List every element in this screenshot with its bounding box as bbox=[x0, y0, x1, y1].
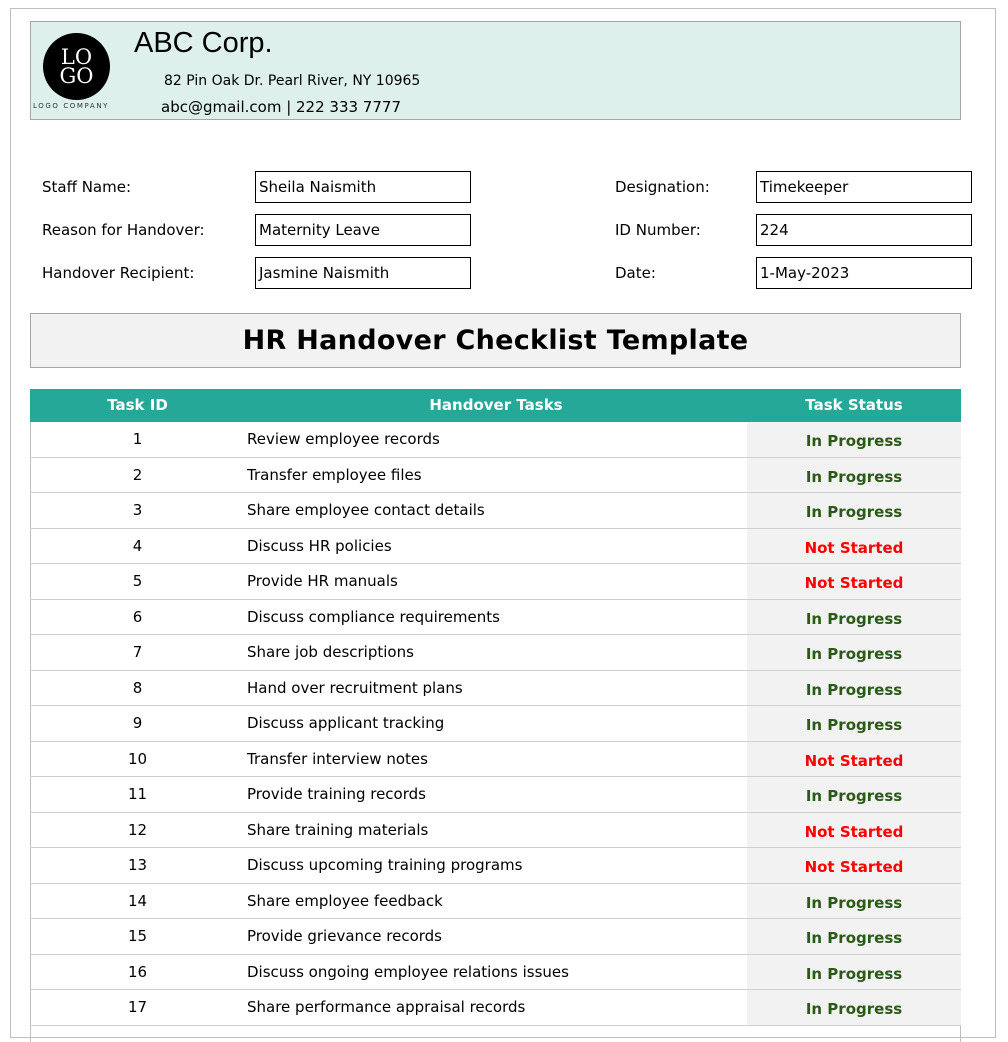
logo-caption: LOGO COMPANY bbox=[33, 102, 110, 110]
task-status-cell[interactable]: In Progress bbox=[747, 493, 961, 528]
table-row bbox=[30, 635, 961, 671]
task-id-cell: 6 bbox=[132, 607, 143, 626]
table-row bbox=[30, 458, 961, 494]
table-row bbox=[30, 884, 961, 920]
task-name-cell: Discuss upcoming training programs bbox=[247, 856, 523, 874]
task-status-cell[interactable]: Not Started bbox=[747, 848, 961, 883]
task-status-cell[interactable]: In Progress bbox=[747, 706, 961, 741]
task-name-cell: Transfer interview notes bbox=[247, 749, 428, 768]
table-row bbox=[30, 529, 961, 565]
task-id-cell: 1 bbox=[132, 430, 143, 448]
table-row bbox=[30, 742, 961, 778]
table-row bbox=[30, 600, 961, 636]
table-row bbox=[30, 813, 961, 849]
table-row bbox=[30, 564, 961, 600]
task-status-cell[interactable]: In Progress bbox=[747, 635, 961, 670]
task-status-cell[interactable]: In Progress bbox=[747, 955, 961, 990]
task-status-cell[interactable]: In Progress bbox=[747, 458, 961, 493]
company-name: ABC Corp. bbox=[134, 27, 273, 59]
reason-field[interactable]: Maternity Leave bbox=[255, 214, 471, 246]
task-id-cell: 7 bbox=[132, 643, 143, 661]
task-id-cell: 13 bbox=[127, 856, 148, 874]
checklist-table bbox=[30, 389, 961, 1026]
recipient-field[interactable]: Jasmine Naismith bbox=[255, 257, 471, 289]
task-name-cell: Discuss ongoing employee relations issues bbox=[247, 962, 569, 981]
task-id-cell: 8 bbox=[132, 678, 143, 697]
task-id-cell: 11 bbox=[127, 785, 148, 803]
task-status-cell[interactable]: Not Started bbox=[747, 742, 961, 777]
staff-name-field[interactable]: Sheila Naismith bbox=[255, 171, 471, 203]
table-row bbox=[30, 777, 961, 813]
task-status-cell[interactable]: Not Started bbox=[747, 813, 961, 848]
task-id-cell: 10 bbox=[127, 749, 148, 768]
task-name-cell: Transfer employee files bbox=[247, 465, 422, 484]
date-label: Date: bbox=[615, 264, 656, 282]
task-name-cell: Provide grievance records bbox=[247, 927, 442, 945]
task-name-cell: Discuss applicant tracking bbox=[247, 714, 445, 732]
header-handover-tasks: Handover Tasks bbox=[429, 396, 563, 414]
reason-label: Reason for Handover: bbox=[42, 221, 205, 239]
table-row bbox=[30, 422, 961, 458]
task-status-cell[interactable]: In Progress bbox=[747, 884, 961, 919]
task-id-cell: 3 bbox=[132, 501, 143, 519]
task-name-cell: Discuss compliance requirements bbox=[247, 607, 500, 626]
task-status-cell[interactable]: Not Started bbox=[747, 529, 961, 564]
task-name-cell: Share performance appraisal records bbox=[247, 998, 526, 1016]
header-task-status: Task Status bbox=[805, 396, 903, 414]
table-header bbox=[30, 389, 961, 422]
task-status-cell[interactable]: In Progress bbox=[747, 777, 961, 812]
table-row bbox=[30, 919, 961, 955]
task-id-cell: 12 bbox=[127, 820, 148, 839]
task-status-cell[interactable]: In Progress bbox=[747, 422, 961, 457]
header-task-id: Task ID bbox=[107, 396, 168, 414]
table-row bbox=[30, 848, 961, 884]
task-id-cell: 15 bbox=[127, 927, 148, 945]
company-address: 82 Pin Oak Dr. Pearl River, NY 10965 bbox=[164, 73, 421, 89]
task-name-cell: Share training materials bbox=[247, 820, 429, 839]
task-id-cell: 2 bbox=[132, 465, 143, 484]
task-name-cell: Provide training records bbox=[247, 785, 426, 803]
table-body bbox=[30, 422, 961, 1026]
id-number-label: ID Number: bbox=[615, 221, 701, 239]
designation-label: Designation: bbox=[615, 178, 710, 196]
table-row bbox=[30, 493, 961, 529]
task-name-cell: Review employee records bbox=[247, 430, 440, 448]
designation-field[interactable]: Timekeeper bbox=[756, 171, 972, 203]
task-id-cell: 9 bbox=[132, 714, 143, 732]
task-status-cell[interactable]: In Progress bbox=[747, 671, 961, 706]
task-name-cell: Share employee feedback bbox=[247, 891, 443, 910]
task-name-cell: Provide HR manuals bbox=[247, 572, 398, 590]
logo-text-line2: GO bbox=[59, 64, 94, 88]
page-title: HR Handover Checklist Template bbox=[30, 313, 961, 368]
table-row bbox=[30, 671, 961, 707]
logo-text-line1: LO bbox=[60, 45, 93, 69]
company-header bbox=[30, 21, 961, 120]
task-name-cell: Hand over recruitment plans bbox=[247, 678, 463, 697]
table-row bbox=[30, 706, 961, 742]
task-name-cell: Share employee contact details bbox=[247, 501, 485, 519]
table-row bbox=[30, 990, 961, 1026]
table-row bbox=[30, 955, 961, 991]
task-name-cell: Share job descriptions bbox=[247, 643, 414, 661]
task-name-cell: Discuss HR policies bbox=[247, 536, 392, 555]
task-id-cell: 14 bbox=[127, 891, 148, 910]
company-contact: abc@gmail.com | 222 333 7777 bbox=[161, 98, 401, 116]
id-number-field[interactable]: 224 bbox=[756, 214, 972, 246]
company-logo bbox=[43, 33, 110, 100]
task-id-cell: 5 bbox=[132, 572, 143, 590]
staff-name-label: Staff Name: bbox=[42, 178, 132, 196]
task-id-cell: 16 bbox=[127, 962, 148, 981]
task-status-cell[interactable]: In Progress bbox=[747, 990, 961, 1025]
date-field[interactable]: 1-May-2023 bbox=[756, 257, 972, 289]
task-status-cell[interactable]: In Progress bbox=[747, 600, 961, 635]
task-status-cell[interactable]: Not Started bbox=[747, 564, 961, 599]
recipient-label: Handover Recipient: bbox=[42, 264, 195, 282]
task-id-cell: 17 bbox=[127, 998, 148, 1016]
task-status-cell[interactable]: In Progress bbox=[747, 919, 961, 954]
task-id-cell: 4 bbox=[132, 536, 143, 555]
